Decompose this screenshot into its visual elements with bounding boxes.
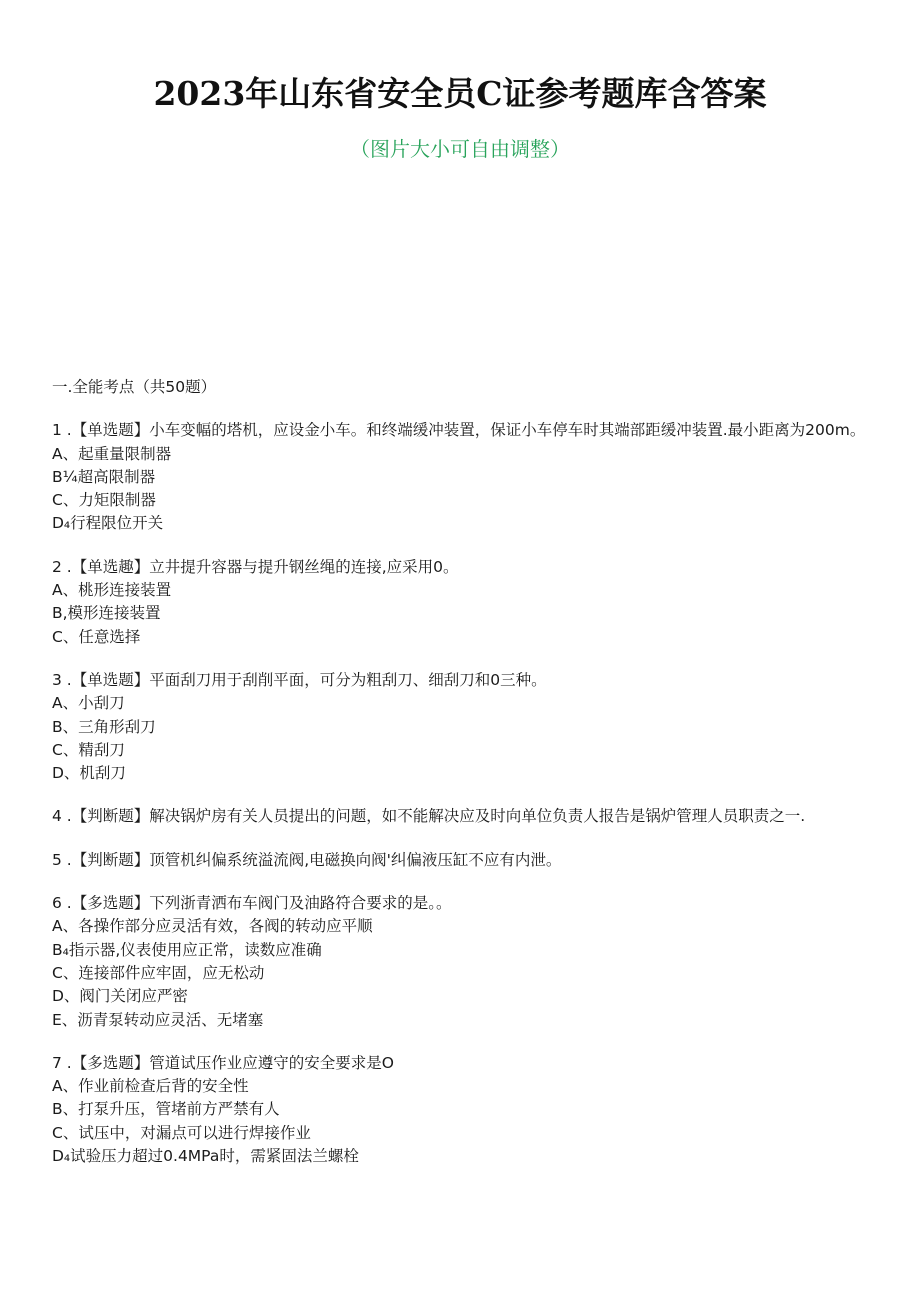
option-b: B¼超高限制器 [52, 467, 156, 486]
question-stem: 2 .【单选趣】立井提升容器与提升钢丝绳的连接,应采用0。 [52, 557, 459, 576]
option-a: A、小刮刀 [52, 694, 125, 713]
document-subtitle: （图片大小可自由调整） [350, 137, 570, 161]
option-a: A、各操作部分应灵活有效，各阀的转动应平顺 [52, 917, 373, 936]
option-d: D、阀门关闭应严密 [52, 987, 188, 1006]
option-c: C、任意选择 [52, 627, 141, 646]
option-a: A、桃形连接装置 [52, 581, 172, 600]
option-e: E、沥青泵转动应灵活、无堵塞 [52, 1010, 264, 1029]
question-stem: 7 .【多选题】管道试压作业应遵守的安全要求是O [52, 1053, 394, 1072]
question-stem: 5 .【判断题】顶管机纠偏系统溢流阀,电磁换向阀'纠偏液压缸不应有内泄。 [52, 850, 562, 869]
question-7 [52, 1052, 867, 1168]
section-heading: 一.全能考点（共50题） [52, 378, 217, 396]
question-stem: 3 .【单选题】平面刮刀用于刮削平面，可分为粗刮刀、细刮刀和0三种。 [52, 670, 547, 689]
option-b: B、三角形刮刀 [52, 717, 156, 736]
option-c: C、精刮刀 [52, 740, 125, 759]
question-list [52, 376, 867, 1168]
option-b: B、打泵升压，管堵前方严禁有人 [52, 1100, 280, 1119]
question-stem: 4 .【判断题】解决锅炉房有关人员提出的问题，如不能解决应及时向单位负责人报告是锅炉管理人员职责之一. [52, 807, 806, 826]
option-a: A、作业前检查后背的安全性 [52, 1077, 249, 1096]
question-6 [52, 892, 867, 1032]
option-d: D₄试验压力超过0.4MPa时，需紧固法兰螺栓 [52, 1147, 359, 1166]
option-d: D₄行程限位开关 [52, 514, 164, 533]
question-2 [52, 556, 867, 649]
option-a: A、起重量限制器 [52, 444, 172, 463]
question-stem: 1 .【单选题】小车变幅的塔机，应设金小车。和终端缓冲装置，保证小车停车时其端部距缓冲装置.最小距离为200m。 [52, 421, 866, 440]
option-c: C、试压中，对漏点可以进行焊接作业 [52, 1123, 311, 1142]
question-5 [52, 849, 867, 872]
option-b: B₄指示器,仪表使用应正常，读数应准确 [52, 940, 322, 959]
question-4 [52, 805, 867, 828]
option-c: C、力矩限制器 [52, 491, 156, 510]
option-b: B,模形连接装置 [52, 604, 161, 623]
option-c: C、连接部件应牢固，应无松动 [52, 963, 265, 982]
question-1 [52, 419, 867, 535]
option-d: D、机刮刀 [52, 764, 126, 783]
question-3 [52, 669, 867, 785]
question-stem: 6 .【多选题】下列浙青洒布车阀门及油路符合要求的是。。 [52, 894, 452, 913]
document-title: 2023年山东省安全员C证参考题库含答案 [153, 74, 767, 113]
